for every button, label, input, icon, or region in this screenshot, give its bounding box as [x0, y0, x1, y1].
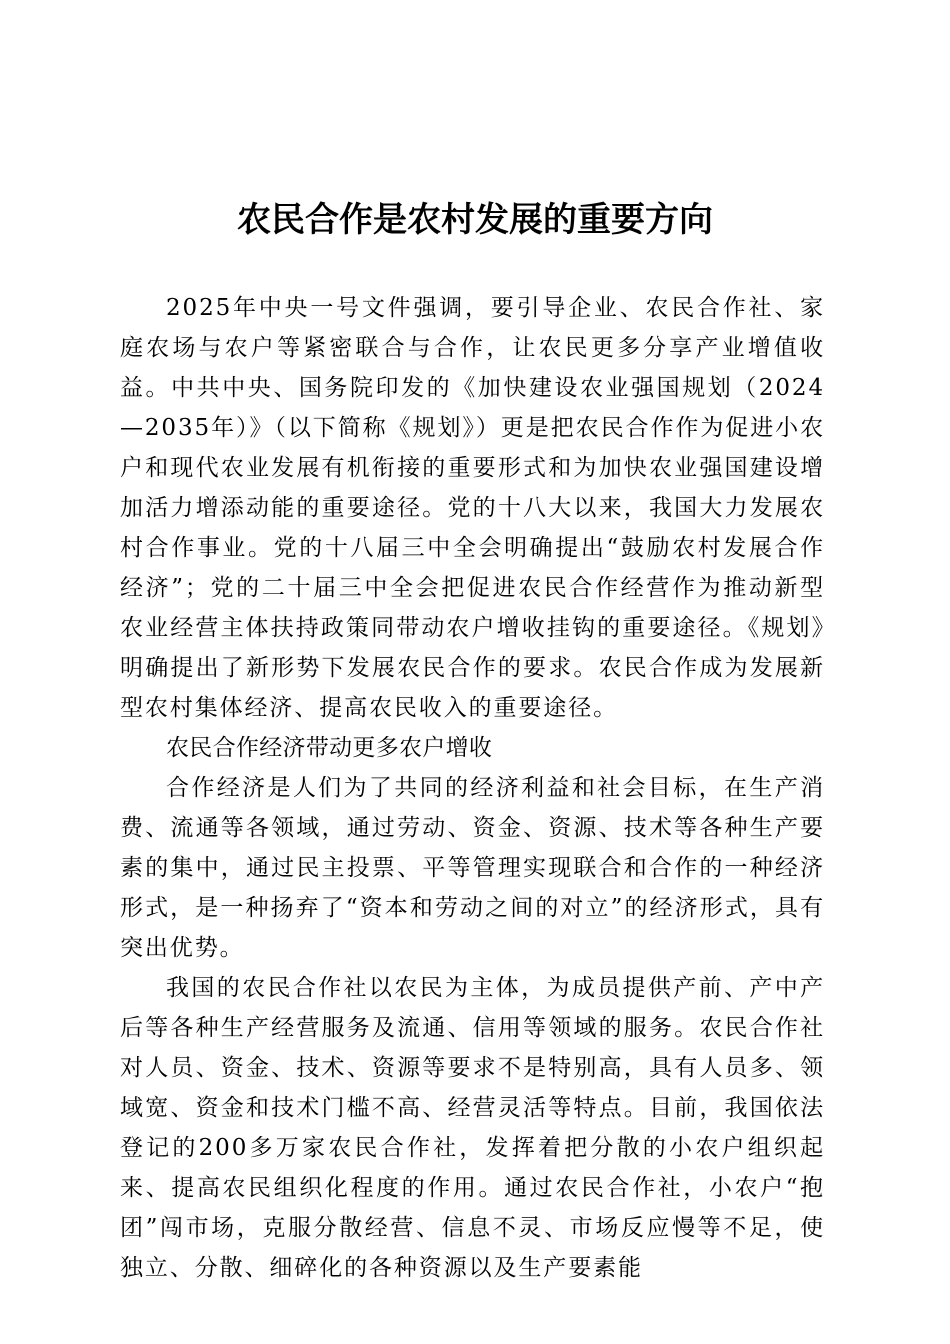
paragraph-cooperatives: 我国的农民合作社以农民为主体，为成员提供产前、产中产后等各种生产经营服务及流通、信用等领域的服务。农民合作社对人员、资金、技术、资源等要求不是特别高，具有人员多、领域宽、资金和技术门槛不高、经营灵活等特点。目前，我国依法登记的200多万家农民合作社，发挥着把分散的小农户组织起来、提高农民组织化程度的作用。通过农民合作社，小农户“抱团”闯市场，克服分散经营、信息不灵、市场反应慢等不足，使独立、分散、细碎化的各种资源以及生产要素能	[120, 975, 825, 1281]
document-body	[120, 288, 825, 1288]
paragraph-cooperative-economy: 合作经济是人们为了共同的经济利益和社会目标，在生产消费、流通等各领域，通过劳动、资金、资源、技术等各种生产要素的集中，通过民主投票、平等管理实现联合和合作的一种经济形式，是一种扬弃了“资本和劳动之间的对立”的经济形式，具有突出优势。	[120, 775, 825, 961]
paragraph-intro: 2025年中央一号文件强调，要引导企业、农民合作社、家庭农场与农户等紧密联合与合作，让农民更多分享产业增值收益。中共中央、国务院印发的《加快建设农业强国规划（2024—2035年）》（以下简称《规划》）更是把农民合作作为促进小农户和现代农业发展有机衔接的重要形式和为加快农业强国建设增加活力增添动能的重要途径。党的十八大以来，我国大力发展农村合作事业。党的十八届三中全会明确提出“鼓励农村发展合作经济”；党的二十届三中全会把促进农民合作经营作为推动新型农业经营主体扶持政策同带动农户增收挂钩的重要途径。《规划》明确提出了新形势下发展农民合作的要求。农民合作成为发展新型农村集体经济、提高农民收入的重要途径。	[120, 295, 825, 721]
document-title: 农民合作是农村发展的重要方向	[237, 200, 713, 240]
section-heading: 农民合作经济带动更多农户增收	[166, 735, 493, 761]
